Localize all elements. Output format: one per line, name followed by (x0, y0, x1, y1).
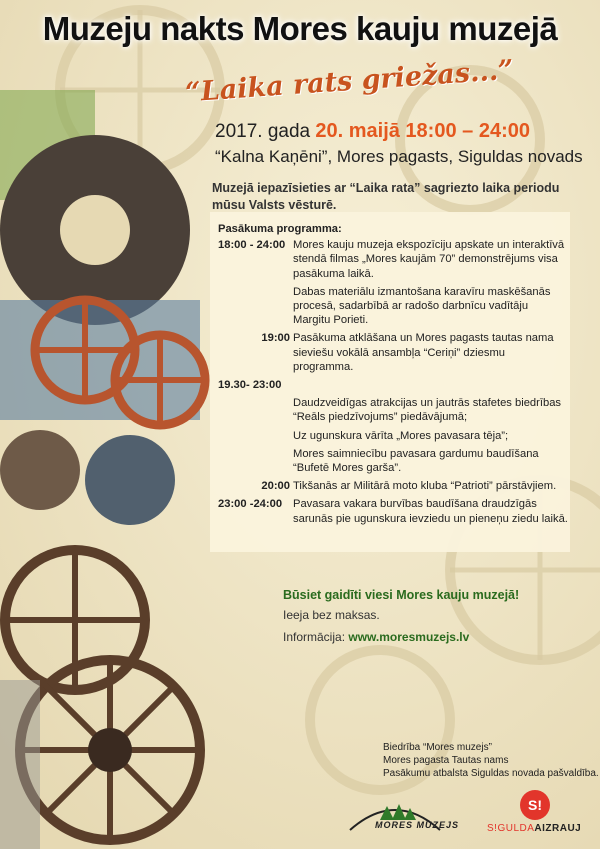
sigulda-logo-text-a: S!GULDA (487, 823, 535, 834)
mores-muzejs-logo (345, 790, 445, 842)
mores-logo-text: MORES MUZEJS (375, 820, 460, 830)
program-time: 19:00 (261, 332, 290, 345)
event-date (215, 120, 530, 143)
event-subtitle: “Laika rats griežas...” (184, 54, 515, 109)
program-time (212, 429, 293, 443)
date-year: 2017. gada (215, 121, 311, 142)
sigulda-logo-text-b: AIZRAUJ (534, 823, 582, 834)
program-text: Tikšanās ar Militārā moto kluba “Patrioti” pārstāvjiem. (293, 480, 557, 493)
program-row (212, 378, 572, 392)
program-time: 20:00 (261, 480, 290, 493)
program-text: Pavasara vakara burvības baudīšana draudzīgās sarunās pie ugunskura ievziedu un pieneņu ziedu laikā. (293, 498, 568, 525)
program-row (212, 238, 572, 281)
program-time: 18:00 - 24:00 (218, 239, 286, 252)
program-row (212, 331, 572, 374)
program-text: Pasākuma atklāšana un Mores pagasts tautas nama sieviešu vokālā ansambļa “Ceriņi” dziesmu programma. (293, 332, 554, 373)
welcome-text: Būsiet gaidīti viesi Mores kauju muzejā! (283, 588, 520, 602)
program-row (212, 285, 572, 328)
organizers (383, 741, 599, 780)
program-row (212, 447, 572, 475)
info-label: Informācija: (283, 630, 346, 644)
intro-text: Muzejā iepazīsieties ar “Laika rata” sagriezto laika periodu mūsu Valsts vēsturē. (212, 181, 560, 212)
program-time: 23:00 -24:00 (218, 498, 283, 511)
program-text: Mores kauju muzeja ekspozīciju apskate un interaktīvā stendā filmas „Mores kaujām 70” demonstrējums visa pasākuma laikā. (293, 239, 565, 280)
program-text: Dabas materiālu izmantošana karavīru maskēšanās procesā, sadarbībā ar radošo darbnīcu vadītāju Margitu Porieti. (293, 285, 551, 327)
program-time (212, 447, 293, 475)
program-row (212, 396, 572, 424)
sigulda-logo-text (487, 823, 581, 834)
program-heading: Pasākuma programma: (218, 223, 342, 235)
info-url-link[interactable]: www.moresmuzejs.lv (348, 630, 470, 644)
date-highlight: 20. maijā 18:00 – 24:00 (315, 120, 530, 142)
program-time (212, 285, 293, 328)
organizer-line: Pasākumu atbalsta Siguldas novada pašvaldība. (383, 768, 599, 779)
info-line (283, 630, 469, 644)
organizer-line: Biedrība “Mores muzejs” (383, 742, 492, 753)
sigulda-logo-mark: S! (520, 790, 550, 820)
program-row (212, 479, 572, 493)
program-time: 19.30- 23:00 (218, 379, 282, 392)
entry-text: Ieeja bez maksas. (283, 608, 380, 622)
program-text: Daudzveidīgas atrakcijas un jautrās stafetes biedrības “Reāls piedzīvojums” piedāvājumā; (293, 397, 562, 424)
organizer-line: Mores pagasta Tautas nams (383, 755, 509, 766)
program-text: Mores saimniecību pavasara gardumu baudīšana “Bufetē Mores garša”. (293, 447, 539, 475)
program-row (212, 497, 572, 525)
program-time (212, 396, 293, 424)
event-place: “Kalna Kaņēni”, Mores pagasts, Siguldas novads (215, 147, 583, 166)
program-text: Uz ugunskura vārīta „Mores pavasara tēja”; (293, 429, 509, 442)
program-text (293, 378, 572, 392)
program-list (212, 222, 572, 530)
event-title: Muzeju nakts Mores kauju muzejā (42, 10, 558, 47)
program-row (212, 429, 572, 443)
